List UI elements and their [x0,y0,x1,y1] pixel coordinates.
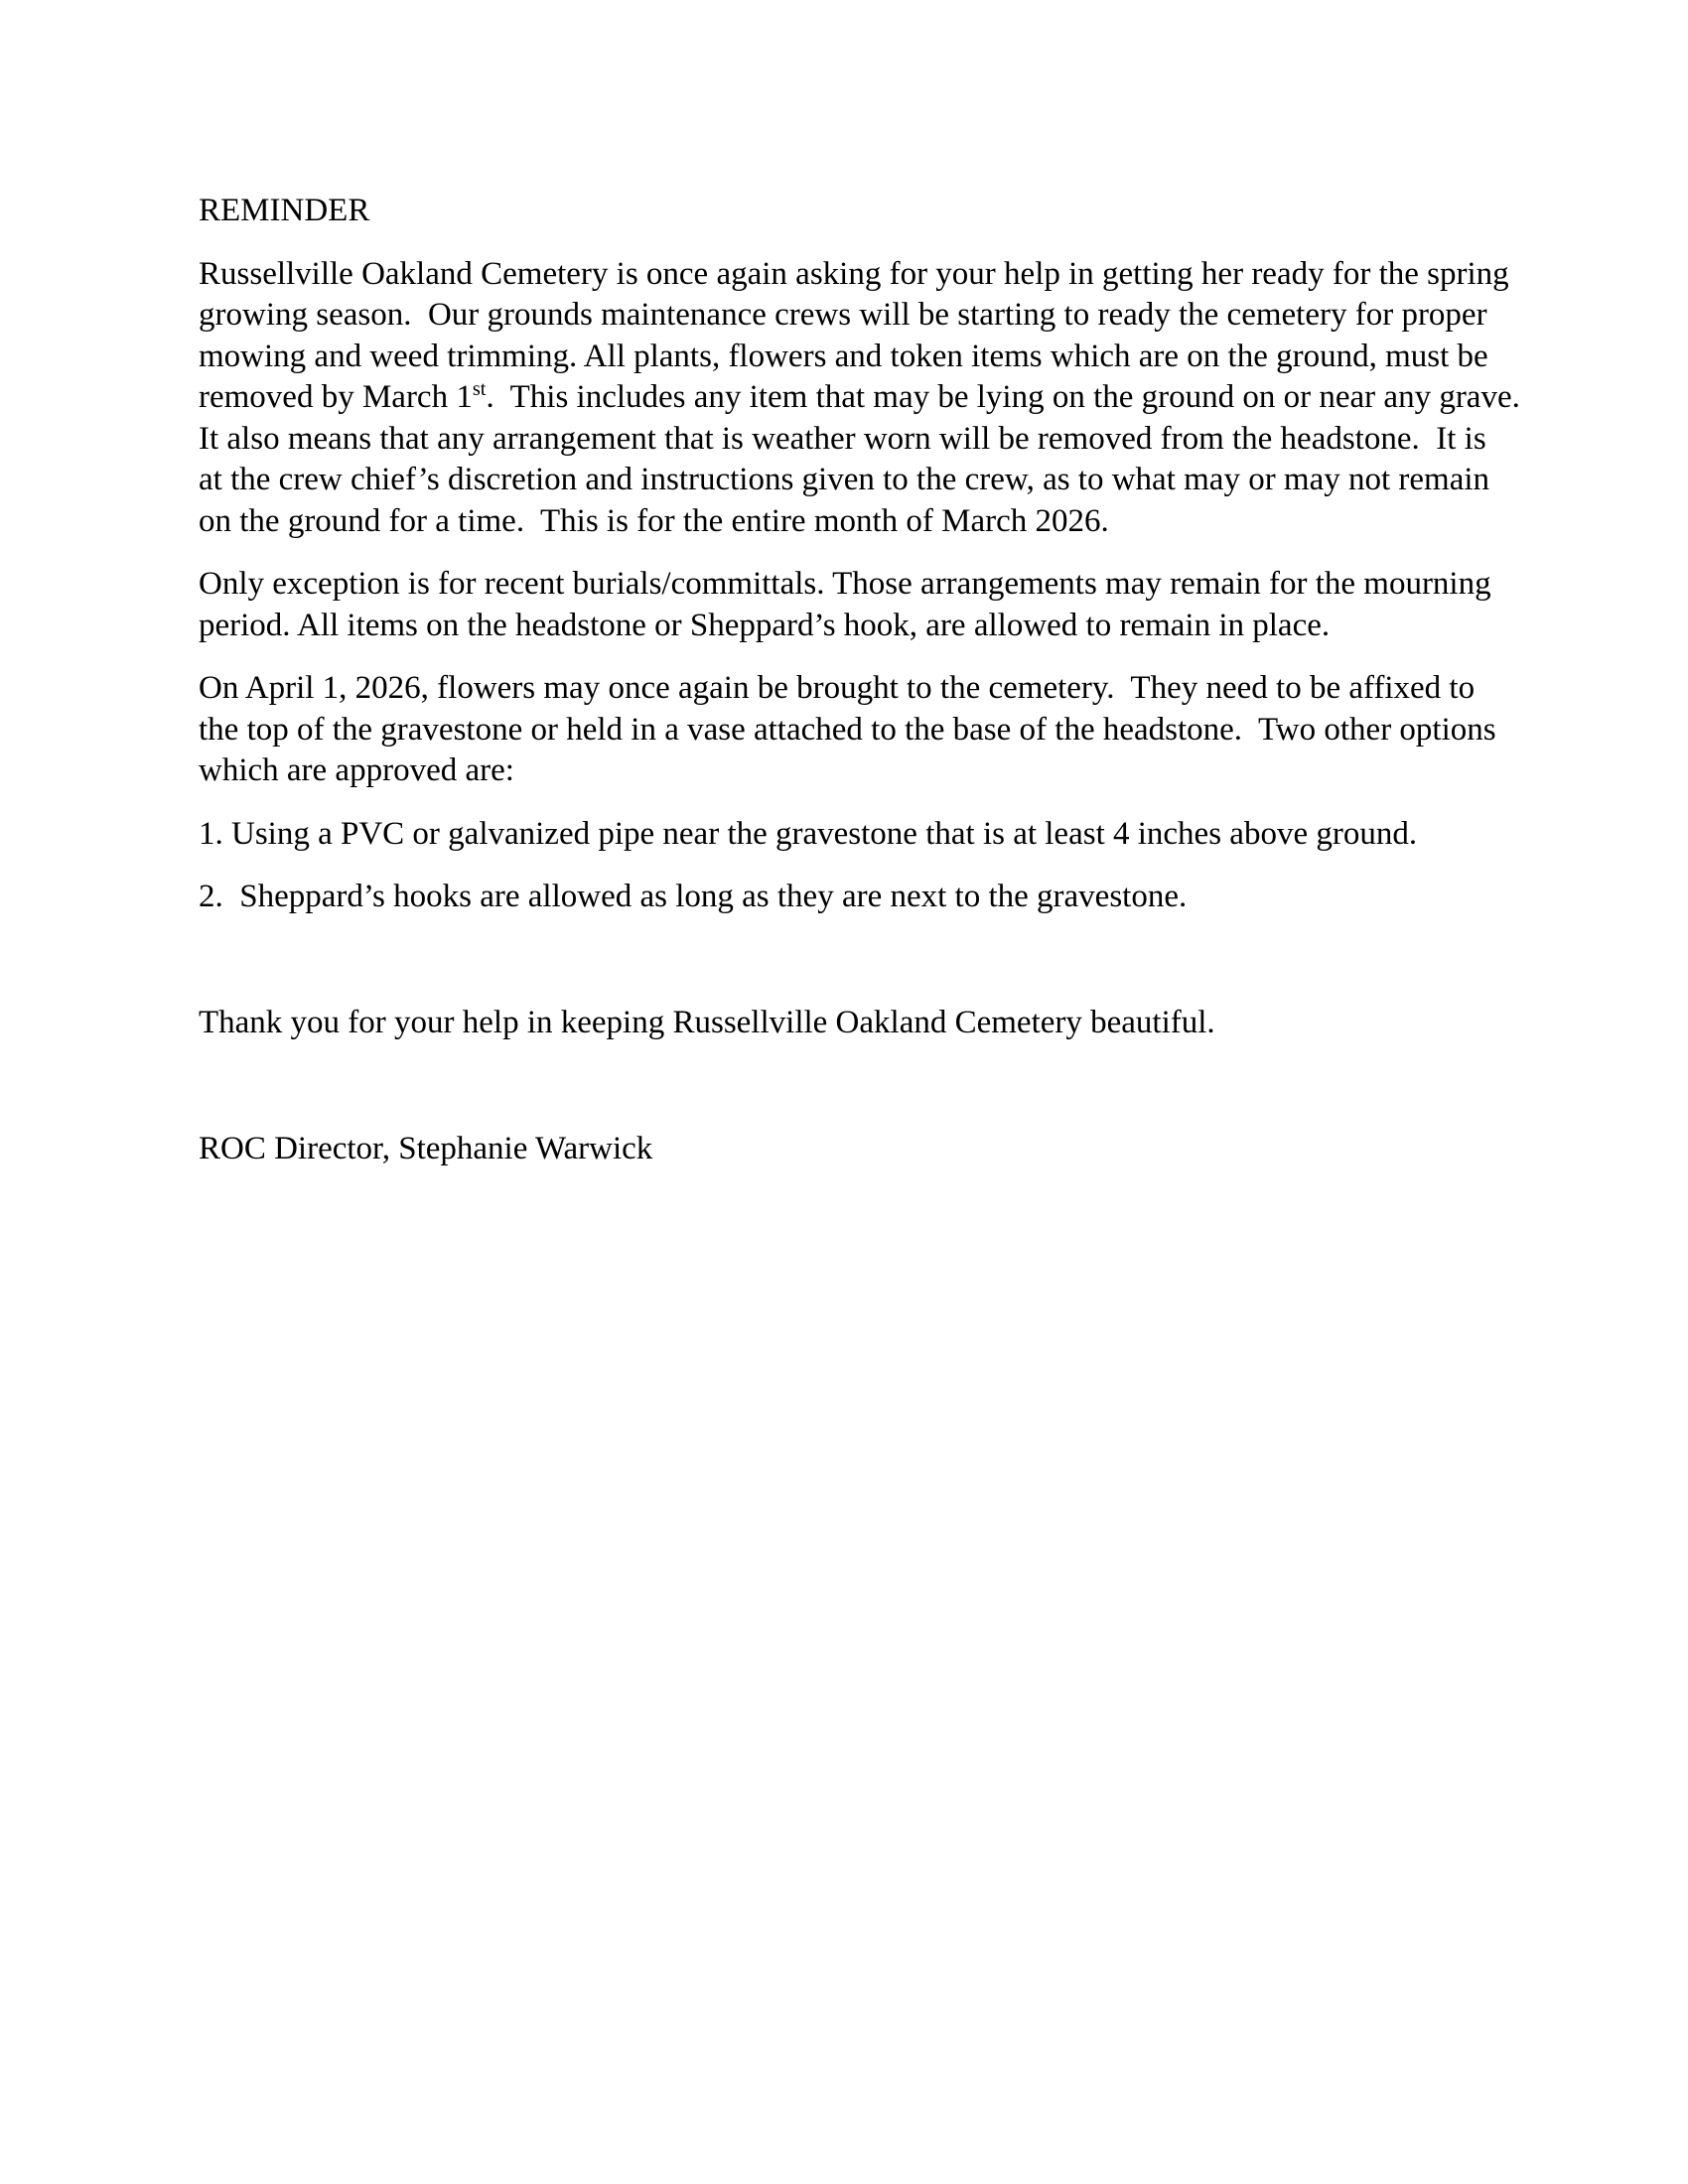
text-line: Russellville Oakland Cemetery is once again asking for your help in getting her ready for the spring [199,255,1509,292]
text-segment: removed by March 1 [199,379,473,415]
paragraph-spring-cleanup [199,254,1539,543]
text-line: on the ground for a time. This is for the entire month of March 2026. [199,502,1109,539]
text-line: mowing and weed trimming. All plants, flowers and token items which are on the ground, must be [199,338,1488,374]
blank-line [199,1066,1539,1108]
text-segment: . This includes any item that may be lying on the ground on or near any grave. [486,379,1520,415]
text-line: Only exception is for recent burials/committals. Those arrangements may remain for the mourning [199,566,1491,602]
text-line: On April 1, 2026, flowers may once again be brought to the cemetery. They need to be affixed to [199,670,1476,706]
page-title [199,191,1539,232]
text-line: the top of the gravestone or held in a vase attached to the base of the headstone. Two other options [199,711,1496,748]
text-line: Thank you for your help in keeping Russellville Oakland Cemetery beautiful. [199,1005,1215,1040]
paragraph-april-flowers [199,668,1539,792]
list-item-sheppards-hooks [199,877,1539,918]
text-line: It also means that any arrangement that is weather worn will be removed from the headstone. It is [199,420,1486,457]
title-text: REMINDER [199,193,370,228]
closing-thank-you [199,1003,1539,1044]
list-item-pvc-pipe [199,814,1539,856]
text-line: which are approved are: [199,752,514,788]
text-line: at the crew chief’s discretion and instructions given to the crew, as to what may or may not remain [199,462,1490,497]
paragraph-exceptions [199,564,1539,646]
text-line: ROC Director, Stephanie Warwick [199,1131,653,1166]
ordinal-superscript: st [472,378,487,400]
text-line: growing season. Our grounds maintenance crews will be starting to ready the cemetery for proper [199,297,1487,333]
blank-line [199,940,1539,982]
signature-line [199,1129,1539,1170]
text-line: 1. Using a PVC or galvanized pipe near the gravestone that is at least 4 inches above ground. [199,815,1418,852]
text-line: period. All items on the headstone or Sheppard’s hook, are allowed to remain in place. [199,607,1331,643]
text-line [199,377,1539,419]
text-line: 2. Sheppard’s hooks are allowed as long as they are next to the gravestone. [199,879,1188,914]
